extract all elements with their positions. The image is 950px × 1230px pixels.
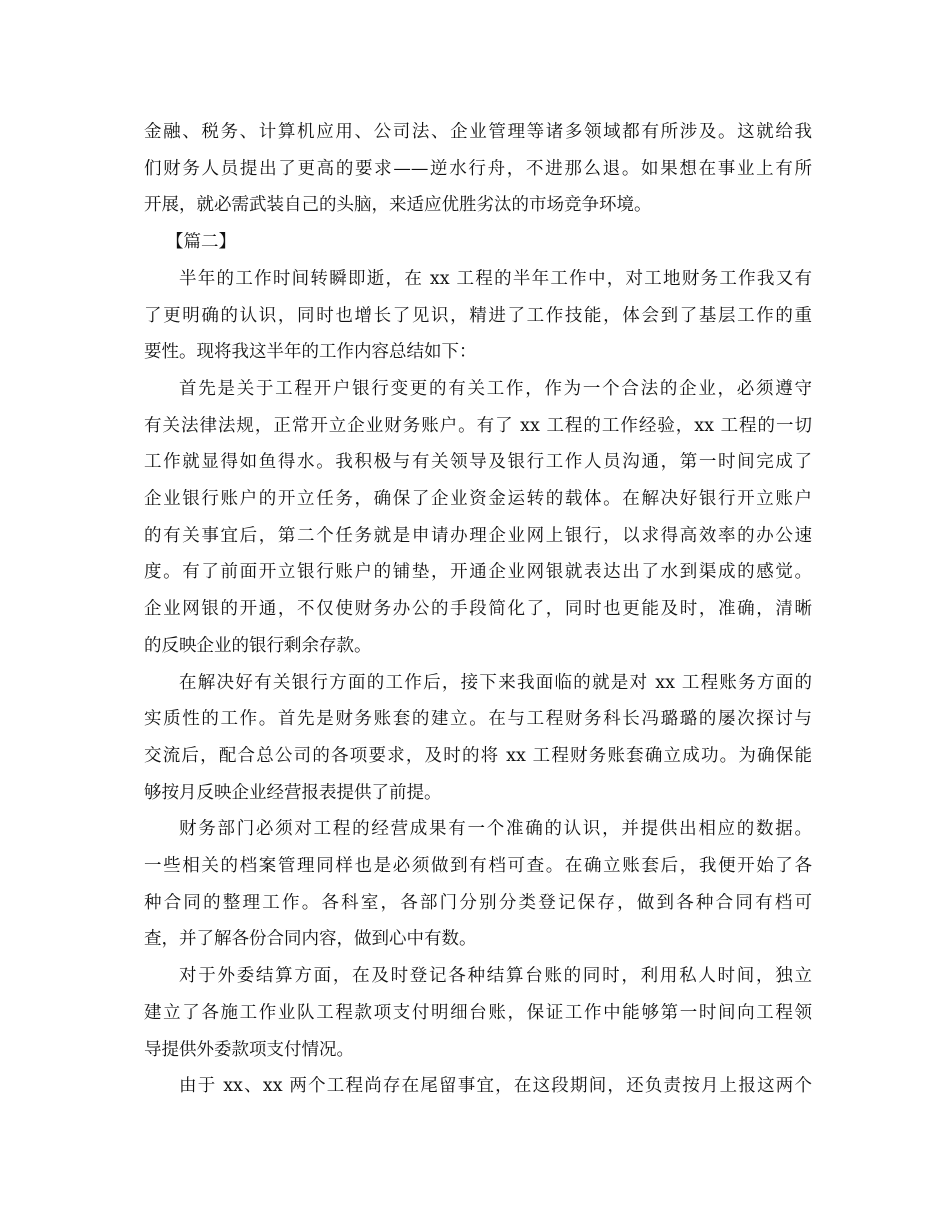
text-line: 了更明确的认识，同时也增长了见识，精进了工作技能，体会到了基层工作的重 (144, 305, 812, 326)
text-line: 导提供外委款项支付情况。 (144, 1039, 354, 1060)
paragraph (144, 261, 812, 371)
text-line: 要性。现将我这半年的工作内容总结如下： (144, 342, 477, 363)
paragraph (144, 811, 812, 958)
text-line: 的有关事宜后，第二个任务就是申请办理企业网上银行，以求得高效率的办公速 (144, 525, 812, 546)
paragraph (144, 371, 812, 665)
text-line: 由于 xx、xx 两个工程尚存在尾留事宜，在这段期间，还负责按月上报这两个 (179, 1076, 812, 1097)
text-line: 够按月反映企业经营报表提供了前提。 (144, 782, 442, 803)
text-line: 首先是关于工程开户银行变更的有关工作，作为一个合法的企业，必须遵守 (179, 378, 812, 399)
text-line: 交流后，配合总公司的各项要求，及时的将 xx 工程财务账套确立成功。为确保能 (144, 745, 812, 766)
text-line: 度。有了前面开立银行账户的铺垫，开通企业网银就表达出了水到渠成的感觉。 (144, 562, 812, 583)
text-line: 在解决好有关银行方面的工作后，接下来我面临的就是对 xx 工程账务方面的 (179, 672, 812, 693)
text-line: 一些相关的档案管理同样也是必须做到有档可查。在确立账套后，我便开始了各 (144, 856, 812, 877)
text-line: 实质性的工作。首先是财务账套的建立。在与工程财务科长冯璐璐的屡次探讨与 (144, 709, 812, 730)
text-line: 查，并了解各份合同内容，做到心中有数。 (144, 929, 477, 950)
text-line: 开展，就必需武装自己的头脑，来适应优胜劣汰的市场竞争环境。 (144, 195, 652, 216)
text-line: 建立了各施工作业队工程款项支付明细台账，保证工作中能够第一时间向工程领 (144, 1002, 812, 1023)
paragraph (144, 665, 812, 812)
paragraph (144, 958, 812, 1068)
text-line: 的反映企业的银行剩余存款。 (144, 635, 372, 656)
text-line: 有关法律法规，正常开立企业财务账户。有了 xx 工程的工作经验，xx 工程的一切 (144, 415, 812, 436)
paragraph (144, 1068, 812, 1105)
section-heading: 【篇二】 (166, 232, 236, 253)
text-line: 种合同的整理工作。各科室，各部门分别分类登记保存，做到各种合同有档可 (144, 892, 812, 913)
text-line: 财务部门必须对工程的经营成果有一个准确的认识，并提供出相应的数据。 (179, 819, 812, 840)
document-body (144, 114, 812, 1105)
text-line: 对于外委结算方面，在及时登记各种结算台账的同时，利用私人时间，独立 (179, 966, 812, 987)
text-line: 金融、税务、计算机应用、公司法、企业管理等诸多领域都有所涉及。这就给我 (144, 122, 812, 142)
text-line: 工作就显得如鱼得水。我积极与有关领导及银行工作人员沟通，第一时间完成了 (144, 452, 812, 473)
text-line: 们财务人员提出了更高的要求——逆水行舟，不进那么退。如果想在事业上有所 (144, 158, 812, 179)
paragraph (144, 114, 812, 224)
text-line: 企业银行账户的开立任务，确保了企业资金运转的载体。在解决好银行开立账户 (144, 489, 812, 510)
text-line: 企业网银的开通，不仅使财务办公的手段简化了，同时也更能及时，准确，清晰 (144, 599, 812, 620)
text-line: 半年的工作时间转瞬即逝，在 xx 工程的半年工作中，对工地财务工作我又有 (179, 268, 812, 289)
